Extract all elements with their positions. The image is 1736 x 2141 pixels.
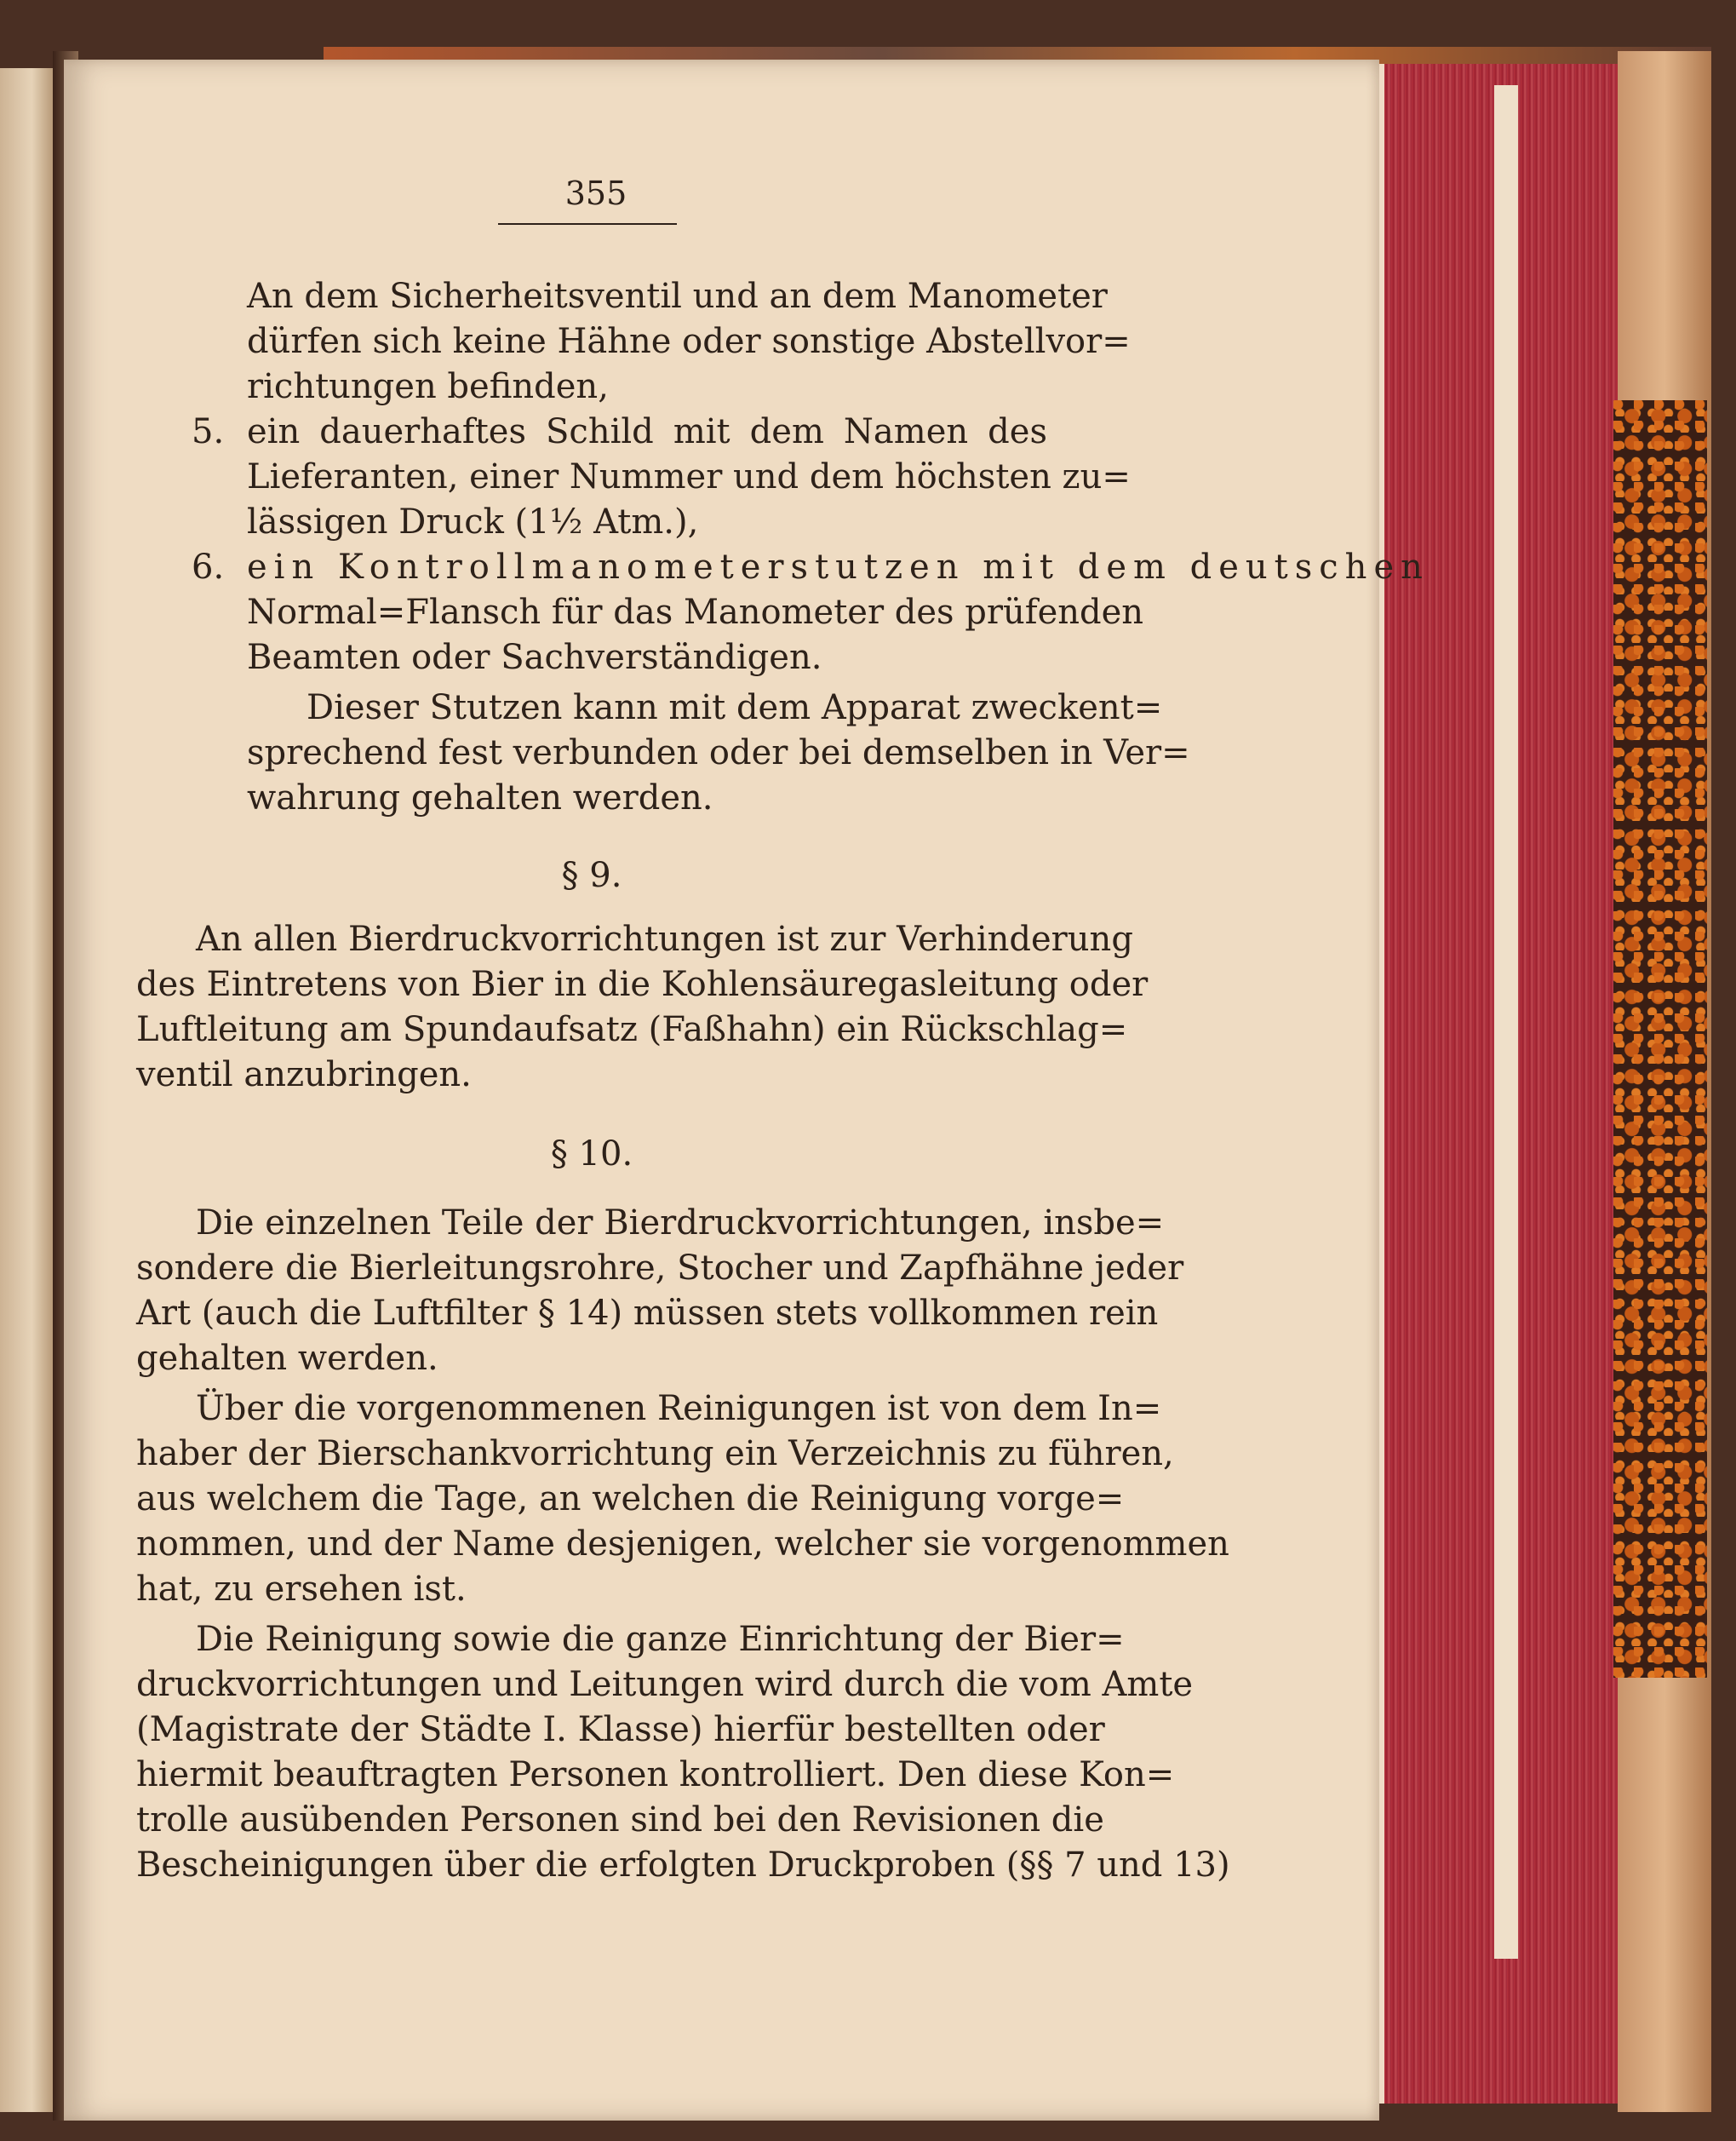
inserted-leaf-edge — [1494, 85, 1518, 1959]
text-line: (Magistrate der Städte I. Klasse) hierfür bestellten oder — [136, 1710, 1105, 1749]
list-item-5 — [136, 410, 1131, 545]
item-text: ein dauerhaftes Schild mit dem Namen des — [247, 412, 1047, 451]
text-line: trolle ausübenden Personen sind bei den Revisionen die — [136, 1800, 1104, 1840]
paragraph — [136, 686, 1190, 821]
text-line: An dem Sicherheitsventil und an dem Manometer — [247, 277, 1108, 316]
text-line: Lieferanten, einer Nummer und dem höchsten zu= — [247, 457, 1131, 497]
page-text — [136, 274, 1429, 1888]
text-line: dürfen sich keine Hähne oder sonstige Abstellvor= — [247, 322, 1131, 361]
header-rule — [498, 223, 677, 225]
text-line: aus welchem die Tage, an welchen die Reinigung vorge= — [136, 1479, 1125, 1518]
text-line — [136, 410, 1047, 455]
text-line: Luftleitung am Spundaufsatz (Faßhahn) ein Rückschlag= — [136, 1010, 1128, 1049]
paragraph — [136, 1617, 1230, 1888]
text-line: hat, zu ersehen ist. — [136, 1570, 467, 1609]
item-number: 5. — [192, 412, 225, 451]
item-text: ein Kontrollmanometerstutzen mit dem deutschen — [247, 548, 1429, 587]
text-line: sprechend fest verbunden oder bei demselben in Ver= — [247, 733, 1190, 772]
text-line: Art (auch die Luftfilter § 14) müssen stets vollkommen rein — [136, 1294, 1159, 1333]
section-heading-9: § 9. — [561, 856, 622, 895]
text-line: Bescheinigungen über die erfolgten Druckproben (§§ 7 und 13) — [136, 1845, 1230, 1885]
text-line: nommen, und der Name desjenigen, welcher sie vorgenommen — [136, 1524, 1229, 1564]
paragraph — [136, 274, 1131, 410]
text-line: haber der Bierschankvorrichtung ein Verzeichnis zu führen, — [136, 1434, 1174, 1473]
text-line: ventil anzubringen. — [136, 1055, 472, 1094]
text-line: druckvorrichtungen und Leitungen wird durch die vom Amte — [136, 1665, 1194, 1704]
text-line: wahrung gehalten werden. — [247, 778, 713, 818]
marbled-cover-paper — [1613, 400, 1707, 1678]
text-line: An allen Bierdruckvorrichtungen ist zur Verhinderung — [196, 920, 1133, 959]
text-line: des Eintretens von Bier in die Kohlensäuregasleitung oder — [136, 965, 1149, 1004]
page-number: 355 — [564, 175, 627, 212]
section-heading-10: § 10. — [550, 1134, 633, 1174]
paragraph — [136, 917, 1149, 1098]
text-line: gehalten werden. — [136, 1339, 438, 1378]
left-page-edge — [0, 68, 54, 2112]
text-line — [136, 545, 1429, 590]
item-number: 6. — [192, 548, 225, 587]
text-line: sondere die Bierleitungsrohre, Stocher und Zapfhähne jeder — [136, 1248, 1184, 1288]
text-line: hiermit beauftragten Personen kontrolliert. Den diese Kon= — [136, 1755, 1175, 1794]
text-line: richtungen befinden, — [247, 367, 609, 406]
text-line: Dieser Stutzen kann mit dem Apparat zweckent= — [307, 688, 1163, 727]
text-line: Beamten oder Sachverständigen. — [247, 638, 822, 677]
paragraph — [136, 1201, 1184, 1381]
text-line: Die Reinigung sowie die ganze Einrichtung der Bier= — [196, 1620, 1125, 1659]
text-line: Über die vorgenommenen Reinigungen ist von dem In= — [196, 1389, 1162, 1428]
text-line: Die einzelnen Teile der Bierdruckvorrichtungen, insbe= — [196, 1203, 1165, 1243]
text-line: Normal=Flansch für das Manometer des prüfenden — [247, 593, 1144, 632]
text-line: lässigen Druck (1½ Atm.), — [247, 502, 699, 542]
list-item-6 — [136, 545, 1429, 680]
paragraph — [136, 1386, 1229, 1612]
